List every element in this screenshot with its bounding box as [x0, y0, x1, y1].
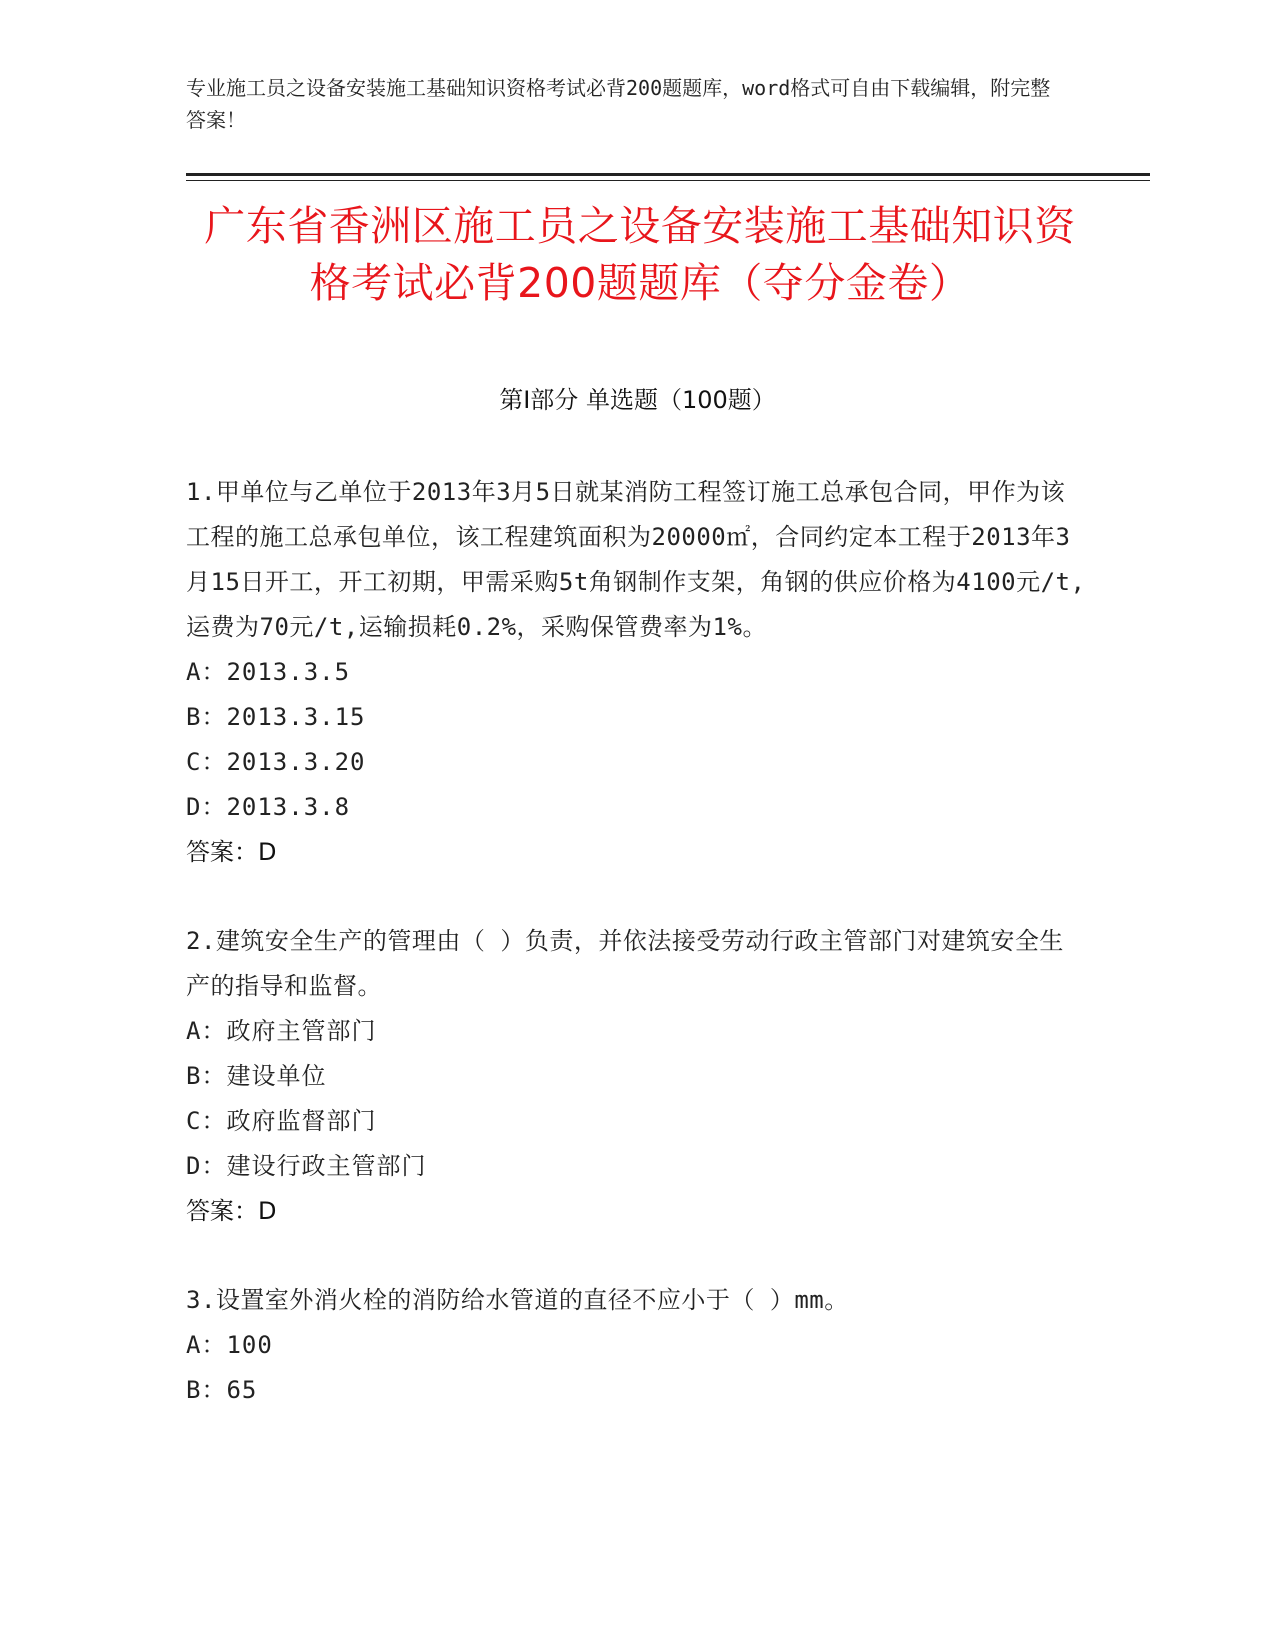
question-spacer — [186, 875, 1086, 919]
question-2 — [186, 919, 1086, 1234]
question-1 — [186, 470, 1086, 875]
header-rule-thin — [186, 180, 1150, 181]
question-list — [186, 470, 1086, 1413]
document-title: 广东省香洲区施工员之设备安装施工基础知识资格考试必背200题题库（夺分金卷） — [204, 202, 1076, 307]
question-stem: 1.甲单位与乙单位于2013年3月5日就某消防工程签订施工总承包合同，甲作为该工程的施工总承包单位，该工程建筑面积为20000㎡，合同约定本工程于2013年3月15日开工，开工初期，甲需采购5t角钢制作支架，角钢的供应价格为4100元/t,运费为70元/t,运输损耗0.2%，采购保管费率为1%。 — [186, 478, 1086, 641]
question-spacer — [186, 1234, 1086, 1278]
header-rule-thick — [186, 173, 1150, 176]
question-answer: 答案：D — [186, 838, 277, 866]
option-c: C：2013.3.20 — [186, 748, 366, 776]
question-3 — [186, 1278, 1086, 1413]
header-note: 专业施工员之设备安装施工基础知识资格考试必背200题题库，word格式可自由下载编辑，附完整答案！ — [186, 76, 1051, 132]
option-a: A：2013.3.5 — [186, 658, 351, 686]
question-stem: 3.设置室外消火栓的消防给水管道的直径不应小于（ ）mm。 — [186, 1286, 849, 1314]
question-answer: 答案：D — [186, 1197, 277, 1225]
option-d: D：2013.3.8 — [186, 793, 351, 821]
option-a: A：政府主管部门 — [186, 1017, 377, 1045]
section-title: 第Ⅰ部分 单选题（100题） — [499, 386, 776, 414]
option-b: B：建设单位 — [186, 1062, 327, 1090]
option-b: B：2013.3.15 — [186, 703, 366, 731]
question-stem: 2.建筑安全生产的管理由（ ）负责，并依法接受劳动行政主管部门对建筑安全生产的指导和监督。 — [186, 927, 1064, 1000]
option-d: D：建设行政主管部门 — [186, 1152, 427, 1180]
option-a: A：100 — [186, 1331, 273, 1359]
option-c: C：政府监督部门 — [186, 1107, 377, 1135]
option-b: B：65 — [186, 1376, 258, 1404]
